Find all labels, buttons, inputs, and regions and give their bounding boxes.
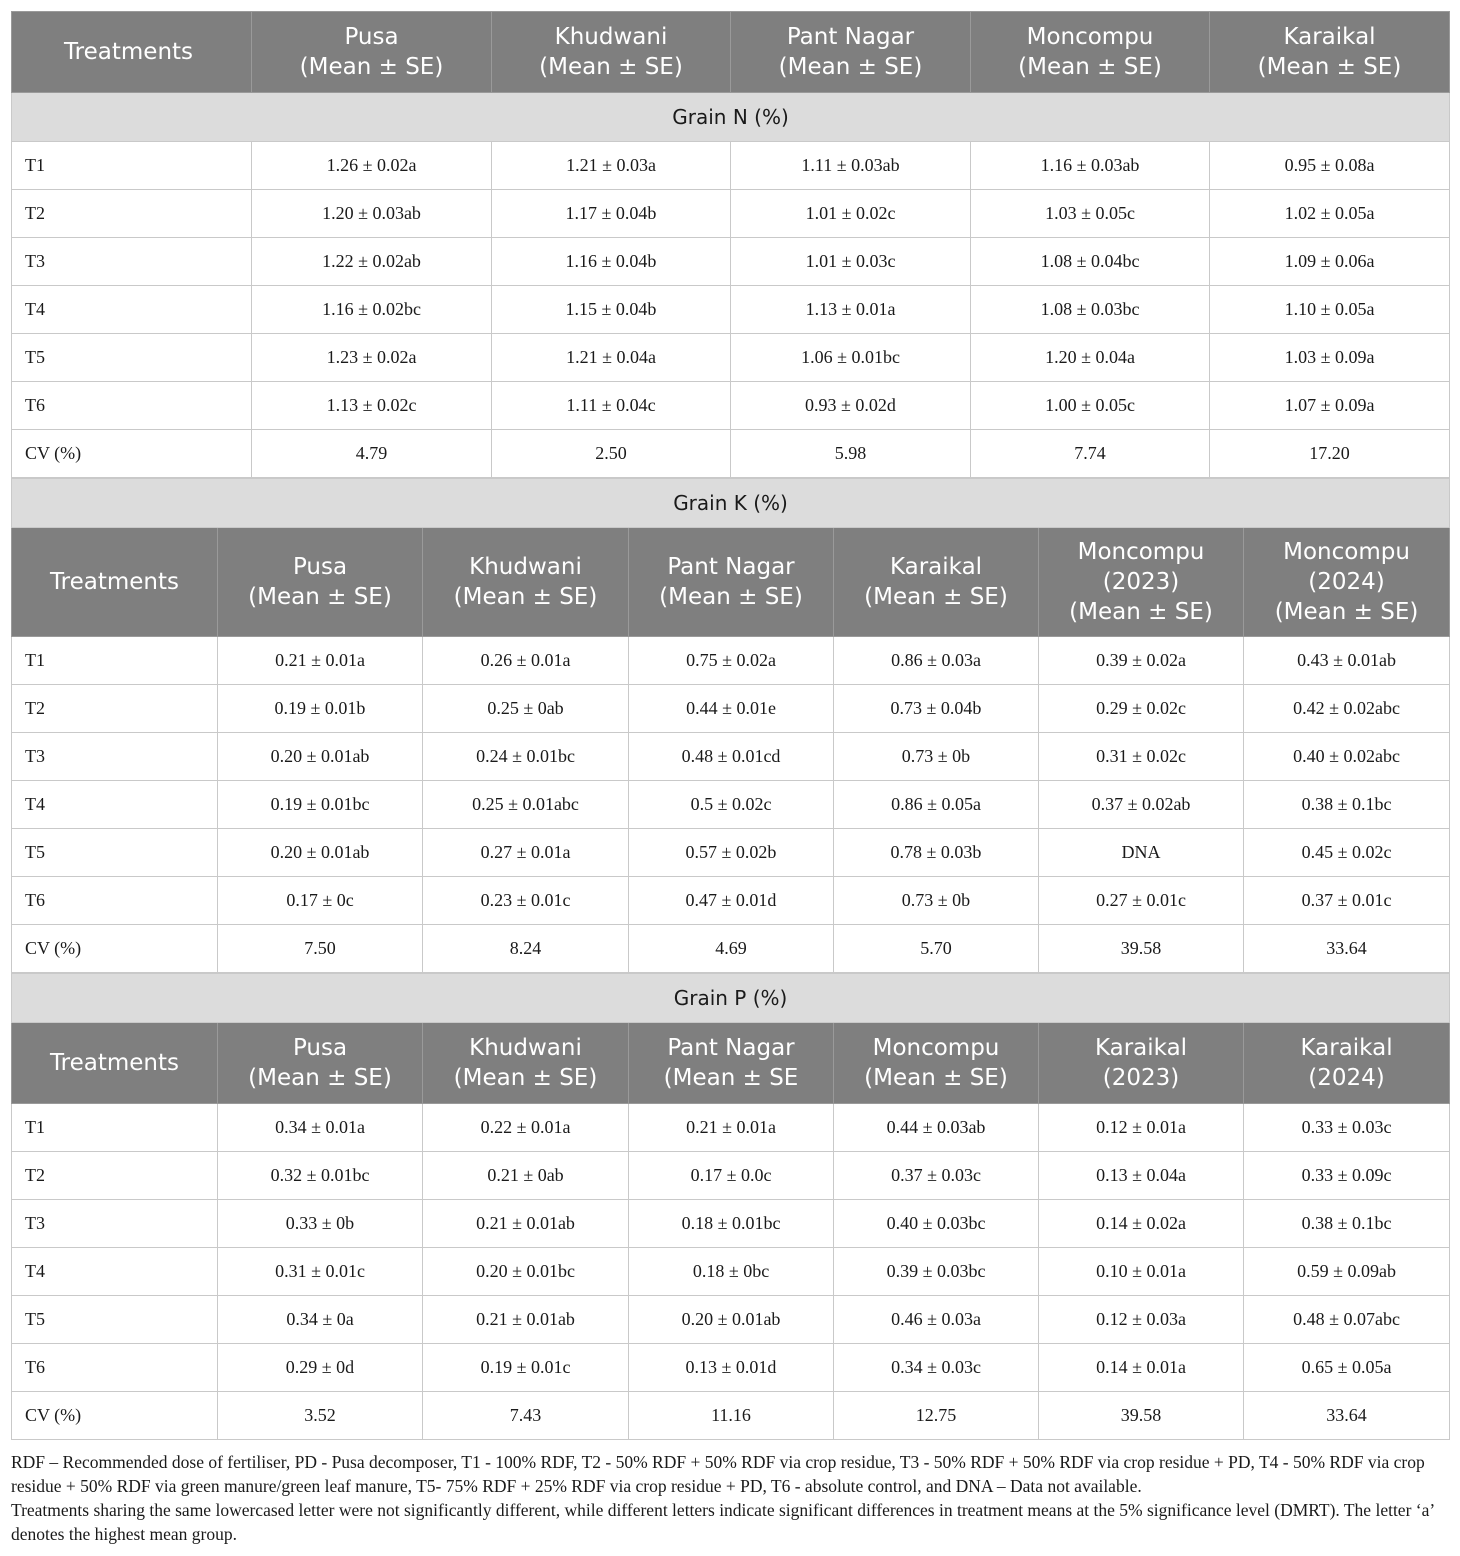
header-karaikal-2023: Karaikal (2023) [1039,1023,1244,1104]
value-cell: 0.23 ± 0.01c [423,877,629,925]
value-cell: 1.26 ± 0.02a [252,142,492,190]
value-cell: 0.13 ± 0.01d [629,1344,834,1392]
value-cell: 7.50 [218,925,423,973]
value-cell: 0.44 ± 0.03ab [834,1104,1039,1152]
row-label-cell: CV (%) [12,925,218,973]
header-treatments: Treatments [12,1023,218,1104]
header-moncompu-2024: Moncompu (2024) (Mean ± SE) [1244,528,1450,637]
section-grain-k: Grain K (%) [12,479,1450,528]
section-grain-n: Grain N (%) [12,93,1450,142]
grain-p-header-row [12,1023,1450,1104]
table-row [12,1152,1450,1200]
value-cell: 17.20 [1210,430,1450,478]
header-karaikal-2024: Karaikal (2024) [1244,1023,1450,1104]
value-cell: 1.22 ± 0.02ab [252,238,492,286]
value-cell: 0.19 ± 0.01c [423,1344,629,1392]
grain-k-table [11,478,1450,973]
row-label-cell: T1 [12,1104,218,1152]
value-cell: 0.19 ± 0.01b [218,685,423,733]
value-cell: 0.65 ± 0.05a [1244,1344,1450,1392]
header-moncompu: Moncompu (Mean ± SE) [971,12,1210,93]
value-cell: 1.02 ± 0.05a [1210,190,1450,238]
value-cell: 3.52 [218,1392,423,1440]
value-cell: 0.59 ± 0.09ab [1244,1248,1450,1296]
header-pant-nagar: Pant Nagar (Mean ± SE) [629,528,834,637]
value-cell: 5.70 [834,925,1039,973]
row-label-cell: CV (%) [12,1392,218,1440]
value-cell: 1.16 ± 0.03ab [971,142,1210,190]
value-cell: 1.20 ± 0.03ab [252,190,492,238]
section-row [12,93,1450,142]
value-cell: 0.27 ± 0.01a [423,829,629,877]
row-label-cell: CV (%) [12,430,252,478]
value-cell: 0.78 ± 0.03b [834,829,1039,877]
value-cell: 7.43 [423,1392,629,1440]
value-cell: 0.17 ± 0c [218,877,423,925]
header-pusa: Pusa (Mean ± SE) [218,1023,423,1104]
value-cell: 0.95 ± 0.08a [1210,142,1450,190]
value-cell: 33.64 [1244,1392,1450,1440]
results-table-container [11,11,1449,1440]
table-row [12,1200,1450,1248]
table-row [12,781,1450,829]
header-treatments: Treatments [12,12,252,93]
row-label-cell: T2 [12,685,218,733]
value-cell: 0.43 ± 0.01ab [1244,637,1450,685]
footnote-abbreviations: RDF – Recommended dose of fertiliser, PD - Pusa decomposer, T1 - 100% RDF, T2 - 50% RDF + 50% RDF via crop residue, T3 - 50% RDF + 50% RDF via crop residue + PD, T4 - 50% RDF via crop residue + 50% RDF via green manure/green leaf manure, T5- 75% RDF + 25% RDF via crop residue + PD, T6 - absolute control, and DNA – Data not available. [11,1452,1425,1496]
value-cell: 1.17 ± 0.04b [492,190,731,238]
row-label-cell: T6 [12,877,218,925]
value-cell: 0.19 ± 0.01bc [218,781,423,829]
row-label-cell: T4 [12,1248,218,1296]
row-label-cell: T5 [12,334,252,382]
header-pant-nagar: Pant Nagar (Mean ± SE [629,1023,834,1104]
grain-n-table [11,11,1450,478]
table-row [12,382,1450,430]
row-label-cell: T5 [12,1296,218,1344]
table-row [12,733,1450,781]
value-cell: 1.15 ± 0.04b [492,286,731,334]
value-cell: 0.44 ± 0.01e [629,685,834,733]
value-cell: 0.29 ± 0d [218,1344,423,1392]
value-cell: 0.37 ± 0.01c [1244,877,1450,925]
grain-k-header-row [12,528,1450,637]
value-cell: 0.31 ± 0.02c [1039,733,1244,781]
value-cell: 1.08 ± 0.04bc [971,238,1210,286]
value-cell: 4.79 [252,430,492,478]
value-cell: 1.16 ± 0.04b [492,238,731,286]
value-cell: 0.75 ± 0.02a [629,637,834,685]
value-cell: 0.47 ± 0.01d [629,877,834,925]
value-cell: 0.46 ± 0.03a [834,1296,1039,1344]
value-cell: 0.40 ± 0.03bc [834,1200,1039,1248]
cv-row [12,1392,1450,1440]
header-karaikal: Karaikal (Mean ± SE) [1210,12,1450,93]
value-cell: 0.12 ± 0.03a [1039,1296,1244,1344]
value-cell: 0.18 ± 0bc [629,1248,834,1296]
value-cell: 1.06 ± 0.01bc [731,334,971,382]
value-cell: 0.38 ± 0.1bc [1244,781,1450,829]
grain-p-table [11,973,1450,1440]
value-cell: 0.20 ± 0.01ab [629,1296,834,1344]
table-row [12,685,1450,733]
grain-n-body [12,142,1450,478]
value-cell: 0.25 ± 0ab [423,685,629,733]
value-cell: 0.14 ± 0.01a [1039,1344,1244,1392]
value-cell: 0.21 ± 0.01ab [423,1200,629,1248]
value-cell: 0.21 ± 0ab [423,1152,629,1200]
row-label-cell: T6 [12,382,252,430]
value-cell: 0.29 ± 0.02c [1039,685,1244,733]
value-cell: 0.37 ± 0.02ab [1039,781,1244,829]
value-cell: 0.27 ± 0.01c [1039,877,1244,925]
header-khudwani: Khudwani (Mean ± SE) [423,528,629,637]
value-cell: 1.13 ± 0.01a [731,286,971,334]
value-cell: 0.73 ± 0.04b [834,685,1039,733]
row-label-cell: T2 [12,1152,218,1200]
value-cell: 0.57 ± 0.02b [629,829,834,877]
table-row [12,1296,1450,1344]
value-cell: 1.21 ± 0.04a [492,334,731,382]
value-cell: 0.10 ± 0.01a [1039,1248,1244,1296]
row-label-cell: T3 [12,733,218,781]
value-cell: 1.00 ± 0.05c [971,382,1210,430]
value-cell: 0.21 ± 0.01ab [423,1296,629,1344]
value-cell: 1.13 ± 0.02c [252,382,492,430]
footnote-significance: Treatments sharing the same lowercased letter were not significantly different, while different letters indicate significant differences in treatment means at the 5% significance level (DMRT). The letter ‘a’ denotes the highest mean group. [11,1500,1434,1544]
table-row [12,238,1450,286]
row-label-cell: T1 [12,142,252,190]
row-label-cell: T4 [12,286,252,334]
table-row [12,286,1450,334]
row-label-cell: T5 [12,829,218,877]
value-cell: 0.5 ± 0.02c [629,781,834,829]
row-label-cell: T4 [12,781,218,829]
value-cell: 0.12 ± 0.01a [1039,1104,1244,1152]
value-cell: 4.69 [629,925,834,973]
value-cell: 0.42 ± 0.02abc [1244,685,1450,733]
value-cell: 0.48 ± 0.01cd [629,733,834,781]
value-cell: 1.21 ± 0.03a [492,142,731,190]
value-cell: 0.73 ± 0b [834,877,1039,925]
value-cell: 0.21 ± 0.01a [218,637,423,685]
value-cell: 0.18 ± 0.01bc [629,1200,834,1248]
value-cell: 7.74 [971,430,1210,478]
cv-row [12,430,1450,478]
value-cell: 0.39 ± 0.03bc [834,1248,1039,1296]
value-cell: 0.93 ± 0.02d [731,382,971,430]
value-cell: 1.16 ± 0.02bc [252,286,492,334]
table-row [12,334,1450,382]
table-row [12,1248,1450,1296]
value-cell: 0.22 ± 0.01a [423,1104,629,1152]
cv-row [12,925,1450,973]
value-cell: 0.39 ± 0.02a [1039,637,1244,685]
row-label-cell: T6 [12,1344,218,1392]
value-cell: 0.34 ± 0a [218,1296,423,1344]
value-cell: 1.03 ± 0.09a [1210,334,1450,382]
header-treatments: Treatments [12,528,218,637]
grain-p-body [12,1104,1450,1440]
value-cell: 8.24 [423,925,629,973]
value-cell: 0.32 ± 0.01bc [218,1152,423,1200]
value-cell: 0.13 ± 0.04a [1039,1152,1244,1200]
header-khudwani: Khudwani (Mean ± SE) [423,1023,629,1104]
header-moncompu-2023: Moncompu (2023) (Mean ± SE) [1039,528,1244,637]
value-cell: 5.98 [731,430,971,478]
table-row [12,190,1450,238]
value-cell: 1.20 ± 0.04a [971,334,1210,382]
table-footnotes [11,1450,1451,1546]
value-cell: 1.11 ± 0.04c [492,382,731,430]
value-cell: 12.75 [834,1392,1039,1440]
table-row [12,829,1450,877]
value-cell: 0.20 ± 0.01ab [218,829,423,877]
value-cell: 1.09 ± 0.06a [1210,238,1450,286]
value-cell: 0.34 ± 0.01a [218,1104,423,1152]
row-label-cell: T3 [12,238,252,286]
row-label-cell: T3 [12,1200,218,1248]
value-cell: 1.08 ± 0.03bc [971,286,1210,334]
value-cell: 0.38 ± 0.1bc [1244,1200,1450,1248]
header-pant-nagar: Pant Nagar (Mean ± SE) [731,12,971,93]
section-row [12,479,1450,528]
value-cell: 0.20 ± 0.01bc [423,1248,629,1296]
value-cell: 0.37 ± 0.03c [834,1152,1039,1200]
value-cell: 0.48 ± 0.07abc [1244,1296,1450,1344]
value-cell: 0.86 ± 0.05a [834,781,1039,829]
value-cell: 0.21 ± 0.01a [629,1104,834,1152]
value-cell: 2.50 [492,430,731,478]
value-cell: 0.31 ± 0.01c [218,1248,423,1296]
row-label-cell: T2 [12,190,252,238]
table-row [12,142,1450,190]
value-cell: 0.25 ± 0.01abc [423,781,629,829]
value-cell: 0.45 ± 0.02c [1244,829,1450,877]
value-cell: 0.73 ± 0b [834,733,1039,781]
table-row [12,1344,1450,1392]
value-cell: 0.33 ± 0b [218,1200,423,1248]
value-cell: 39.58 [1039,1392,1244,1440]
value-cell: 1.01 ± 0.03c [731,238,971,286]
value-cell: DNA [1039,829,1244,877]
value-cell: 1.03 ± 0.05c [971,190,1210,238]
section-row [12,974,1450,1023]
value-cell: 0.33 ± 0.09c [1244,1152,1450,1200]
value-cell: 33.64 [1244,925,1450,973]
value-cell: 1.23 ± 0.02a [252,334,492,382]
value-cell: 1.01 ± 0.02c [731,190,971,238]
value-cell: 0.86 ± 0.03a [834,637,1039,685]
value-cell: 39.58 [1039,925,1244,973]
header-moncompu: Moncompu (Mean ± SE) [834,1023,1039,1104]
table-row [12,637,1450,685]
value-cell: 1.07 ± 0.09a [1210,382,1450,430]
value-cell: 0.20 ± 0.01ab [218,733,423,781]
grain-k-body [12,637,1450,973]
grain-n-header-row [12,12,1450,93]
value-cell: 0.24 ± 0.01bc [423,733,629,781]
value-cell: 0.17 ± 0.0c [629,1152,834,1200]
value-cell: 11.16 [629,1392,834,1440]
value-cell: 1.11 ± 0.03ab [731,142,971,190]
header-pusa: Pusa (Mean ± SE) [218,528,423,637]
header-karaikal: Karaikal (Mean ± SE) [834,528,1039,637]
header-khudwani: Khudwani (Mean ± SE) [492,12,731,93]
table-row [12,877,1450,925]
value-cell: 0.14 ± 0.02a [1039,1200,1244,1248]
value-cell: 0.40 ± 0.02abc [1244,733,1450,781]
table-row [12,1104,1450,1152]
row-label-cell: T1 [12,637,218,685]
value-cell: 0.26 ± 0.01a [423,637,629,685]
value-cell: 0.34 ± 0.03c [834,1344,1039,1392]
value-cell: 0.33 ± 0.03c [1244,1104,1450,1152]
value-cell: 1.10 ± 0.05a [1210,286,1450,334]
header-pusa: Pusa (Mean ± SE) [252,12,492,93]
section-grain-p: Grain P (%) [12,974,1450,1023]
